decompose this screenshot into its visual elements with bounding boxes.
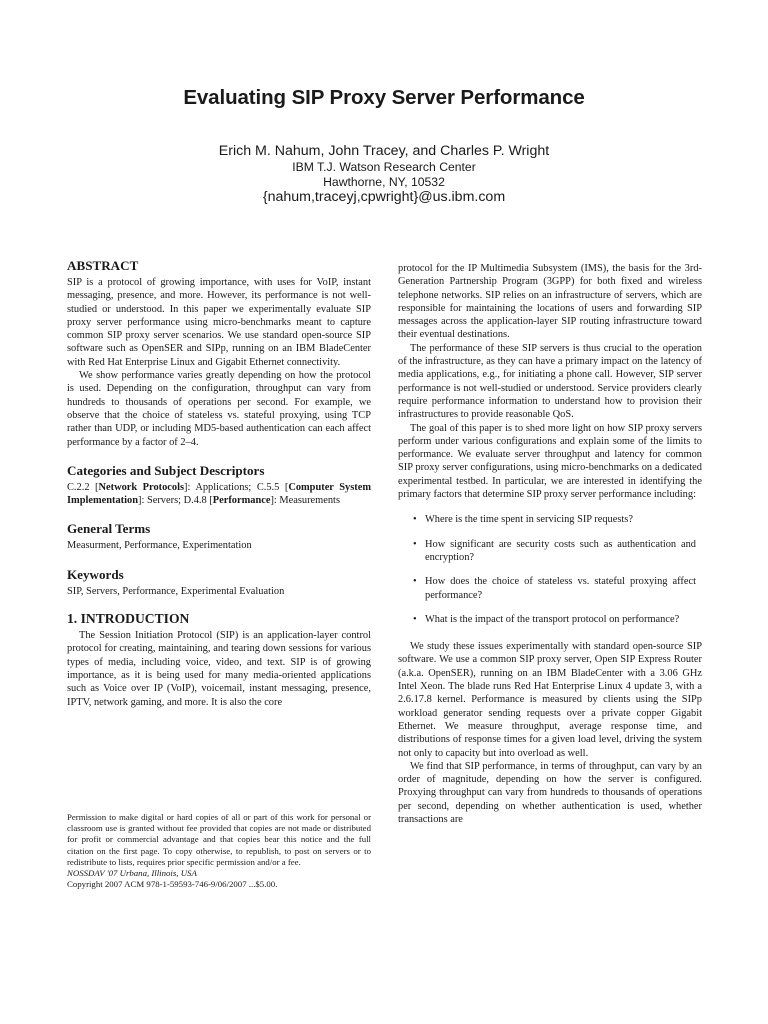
research-questions-list — [398, 513, 702, 626]
question-text: How significant are security costs such as authentication and encryption? — [425, 538, 696, 563]
categories-text — [67, 481, 371, 508]
intro-continued-paragraph: protocol for the IP Multimedia Subsystem (IMS), the basis for the 3rd-Generation Partnership Program (3GPP) for both fixed and wireless telephone networks. SIP relies on an infrastructure of servers, which are responsible for maintaining the locations of users and forwarding SIP messages across the application-layer SIP routing infrastructure toward their eventual destinations. — [398, 263, 702, 341]
bullet-icon: • — [413, 538, 417, 550]
list-item — [398, 538, 702, 565]
intro-paragraph-study: We study these issues experimentally with standard open-source SIP software. We use a common SIP proxy server, Open SIP Express Router (a.k.a. OpenSER), running on an IBM BladeCenter with a 3.06 GHz Intel Xeon. The blade runs Red Hat Enterprise Linux 4 update 3, with a 2.6.17.8 kernel. Performance is measured by clients using the SIPp workload generator sending requests over a private copper Gigabit Ethernet. We measure throughput, average response time, and distributions of response times for a given load level, driving the system not only to capacity but into overload as well. — [398, 641, 702, 759]
permission-notice — [67, 812, 371, 890]
conference-venue: NOSSDAV '07 Urbana, Illinois, USA — [67, 868, 197, 879]
categories-part: ]: Applications; C.5.5 [ — [184, 481, 289, 493]
categories-part: C.2.2 [ — [67, 481, 99, 493]
right-column — [398, 262, 702, 826]
intro-paragraph-goal: The goal of this paper is to shed more light on how SIP proxy servers perform under various configurations and explain some of the limits to performance. We evaluate server throughput and latency for common SIP proxy server configurations, using micro-benchmarks on a dedicated experimental testbed. In particular, we are interested in identifying the primary factors that determine SIP proxy server performance including: — [398, 422, 702, 501]
categories-heading: Categories and Subject Descriptors — [67, 462, 265, 478]
introduction-heading: 1. INTRODUCTION — [67, 611, 190, 627]
intro-paragraph-findings: We find that SIP performance, in terms of throughput, can vary by an order of magnitude, depending on how the server is configured. Proxying throughput can vary from hundreds to thousands of operations per second, depending on whether authentication is used, whether transactions are — [398, 760, 702, 825]
paper-title: Evaluating SIP Proxy Server Performance — [183, 86, 585, 109]
question-text: How does the choice of stateless vs. stateful proxying affect performance? — [425, 576, 696, 601]
affiliation: IBM T.J. Watson Research Center — [292, 160, 476, 174]
keywords-heading: Keywords — [67, 566, 124, 582]
author-emails: {nahum,traceyj,cpwright}@us.ibm.com — [262, 189, 506, 206]
list-item — [398, 613, 702, 626]
author-list: Erich M. Nahum, John Tracey, and Charles P. Wright — [218, 143, 550, 159]
copyright-line: Copyright 2007 ACM 978-1-59593-746-9/06/2007 ...$5.00. — [67, 879, 278, 890]
abstract-paragraph-1: SIP is a protocol of growing importance, with uses for VoIP, instant messaging, presence, and more. However, its performance is not well-studied or understood. In this paper we experimentally evaluate SIP proxy server performance using micro-benchmarks meant to capture common SIP proxy server scenarios. We use standard open-source SIP software such as OpenSER and SIPp, running on an IBM BladeCenter with Red Hat Enterprise Linux and Gigabit Ethernet connectivity. — [67, 277, 371, 368]
left-column — [67, 258, 371, 709]
general-terms-text: Measurment, Performance, Experimentation — [67, 540, 252, 552]
bullet-icon: • — [413, 514, 417, 526]
question-text: Where is the time spent in servicing SIP requests? — [425, 514, 633, 526]
categories-part: ]: Servers; D.4.8 [ — [138, 495, 213, 507]
introduction-paragraph-1: The Session Initiation Protocol (SIP) is an application-layer control protocol for creating, maintaining, and tearing down sessions for various types of media, including voice, video, and text. SIP is of growing importance, as it is being used for many media-oriented applications such as Voice over IP (VoIP), voicemail, instant messaging, presence, IPTV, network gaming, and more. It is also the core — [67, 630, 371, 708]
abstract-paragraph-2: We show performance varies greatly depending on how the protocol is used. Depending on the configuration, throughput can vary from hundreds to thousands of operations per second. For example, we observe that the choice of stateless vs. stateful proxying, using TCP rather than UDP, or including MD5-based authentication can each affect performance by a factor of 2–4. — [67, 370, 371, 448]
permission-text: Permission to make digital or hard copies of all or part of this work for personal or classroom use is granted without fee provided that copies are not made or distributed for profit or commercial advantage and that copies bear this notice and the full citation on the first page. To copy otherwise, to republish, to post on servers or to redistribute to lists, requires prior specific permission and/or a fee. — [67, 812, 371, 867]
bullet-icon: • — [413, 613, 417, 625]
keywords-text: SIP, Servers, Performance, Experimental Evaluation — [67, 585, 285, 597]
intro-paragraph-performance: The performance of these SIP servers is thus crucial to the operation of the infrastructure, as they can have a primary impact on the latency of media applications, e.g., for initiating a phone call. However, SIP server performance is not well-studied or understood. Service providers clearly require performance information to understand how to provision their infrastructures to provide reasonable QoS. — [398, 342, 702, 421]
question-text: What is the impact of the transport protocol on performance? — [425, 613, 680, 625]
list-item — [398, 513, 702, 526]
categories-part: ]: Measurements — [270, 495, 340, 507]
location: Hawthorne, NY, 10532 — [323, 174, 445, 189]
general-terms-heading: General Terms — [67, 521, 151, 537]
abstract-heading: ABSTRACT — [67, 258, 139, 273]
category-network-protocols: Network Protocols — [98, 481, 185, 493]
category-performance: Performance — [212, 495, 271, 507]
bullet-icon: • — [413, 576, 417, 588]
list-item — [398, 575, 702, 602]
affiliation-block — [0, 160, 768, 205]
category-computer-system-implementation: Computer System Implementation — [67, 481, 371, 507]
